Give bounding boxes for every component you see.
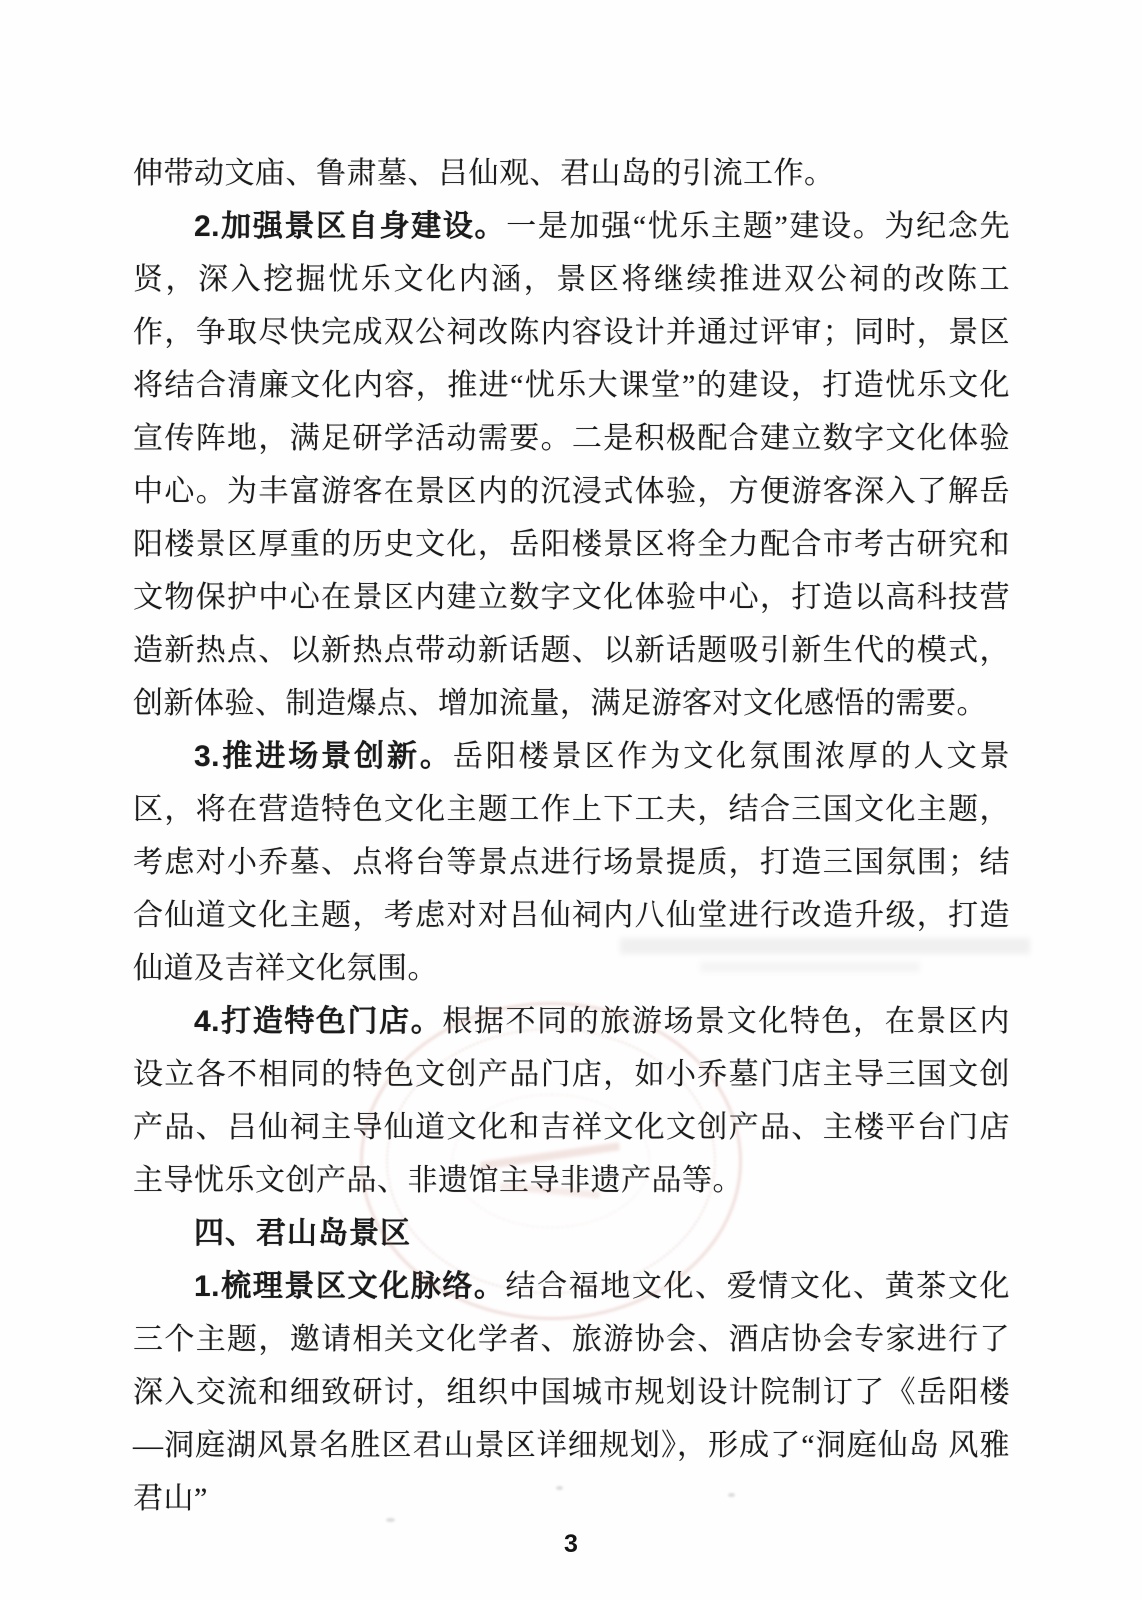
- paragraph-item-3: [133, 730, 1010, 995]
- paragraph-text: 根据不同的旅游场景文化特色，在景区内设立各不相同的特色文创产品门店，如小乔墓门店主导三国文创产品、吕仙祠主导仙道文化和吉祥文化文创产品、主楼平台门店主导忧乐文创产品、非遗馆主导非遗产品等。: [133, 1005, 1010, 1197]
- paragraph-lead: 4.打造特色门店。: [194, 1005, 443, 1038]
- paragraph-lead: 3.推进场景创新。: [194, 740, 453, 773]
- paragraph-lead: 2.加强景区自身建设。: [194, 210, 507, 243]
- document-body: [133, 147, 1010, 1525]
- paragraph-continuation: [133, 147, 1010, 200]
- paragraph-lead: 1.梳理景区文化脉络。: [194, 1270, 506, 1303]
- paragraph-text: 伸带动文庙、鲁肃墓、吕仙观、君山岛的引流工作。: [133, 157, 835, 190]
- paragraph-text: 岳阳楼景区作为文化氛围浓厚的人文景区，将在营造特色文化主题工作上下工夫，结合三国文化主题，考虑对小乔墓、点将台等景点进行场景提质，打造三国氛围；结合仙道文化主题，考虑对对吕仙祠内八仙堂进行改造升级，打造仙道及吉祥文化氛围。: [133, 740, 1010, 985]
- page-number: 3: [564, 1530, 578, 1558]
- paragraph-item-5: [133, 1260, 1010, 1525]
- section-heading-junshan: [133, 1207, 1010, 1260]
- paragraph-item-2: [133, 200, 1010, 730]
- paragraph-item-4: [133, 995, 1010, 1207]
- paragraph-text: 结合福地文化、爱情文化、黄茶文化三个主题，邀请相关文化学者、旅游协会、酒店协会专家进行了深入交流和细致研讨，组织中国城市规划设计院制订了《岳阳楼—洞庭湖风景名胜区君山景区详细规划》，形成了“洞庭仙岛 风雅君山”: [133, 1270, 1010, 1515]
- paragraph-text: 一是加强“忧乐主题”建设。为纪念先贤，深入挖掘忧乐文化内涵，景区将继续推进双公祠的改陈工作，争取尽快完成双公祠改陈内容设计并通过评审；同时，景区将结合清廉文化内容，推进“忧乐大课堂”的建设，打造忧乐文化宣传阵地，满足研学活动需要。二是积极配合建立数字文化体验中心。为丰富游客在景区内的沉浸式体验，方便游客深入了解岳阳楼景区厚重的历史文化，岳阳楼景区将全力配合市考古研究和文物保护中心在景区内建立数字文化体验中心，打造以高科技营造新热点、以新热点带动新话题、以新话题吸引新生代的模式，创新体验、制造爆点、增加流量，满足游客对文化感悟的需要。: [133, 210, 1010, 720]
- section-heading-text: 四、君山岛景区: [194, 1217, 411, 1250]
